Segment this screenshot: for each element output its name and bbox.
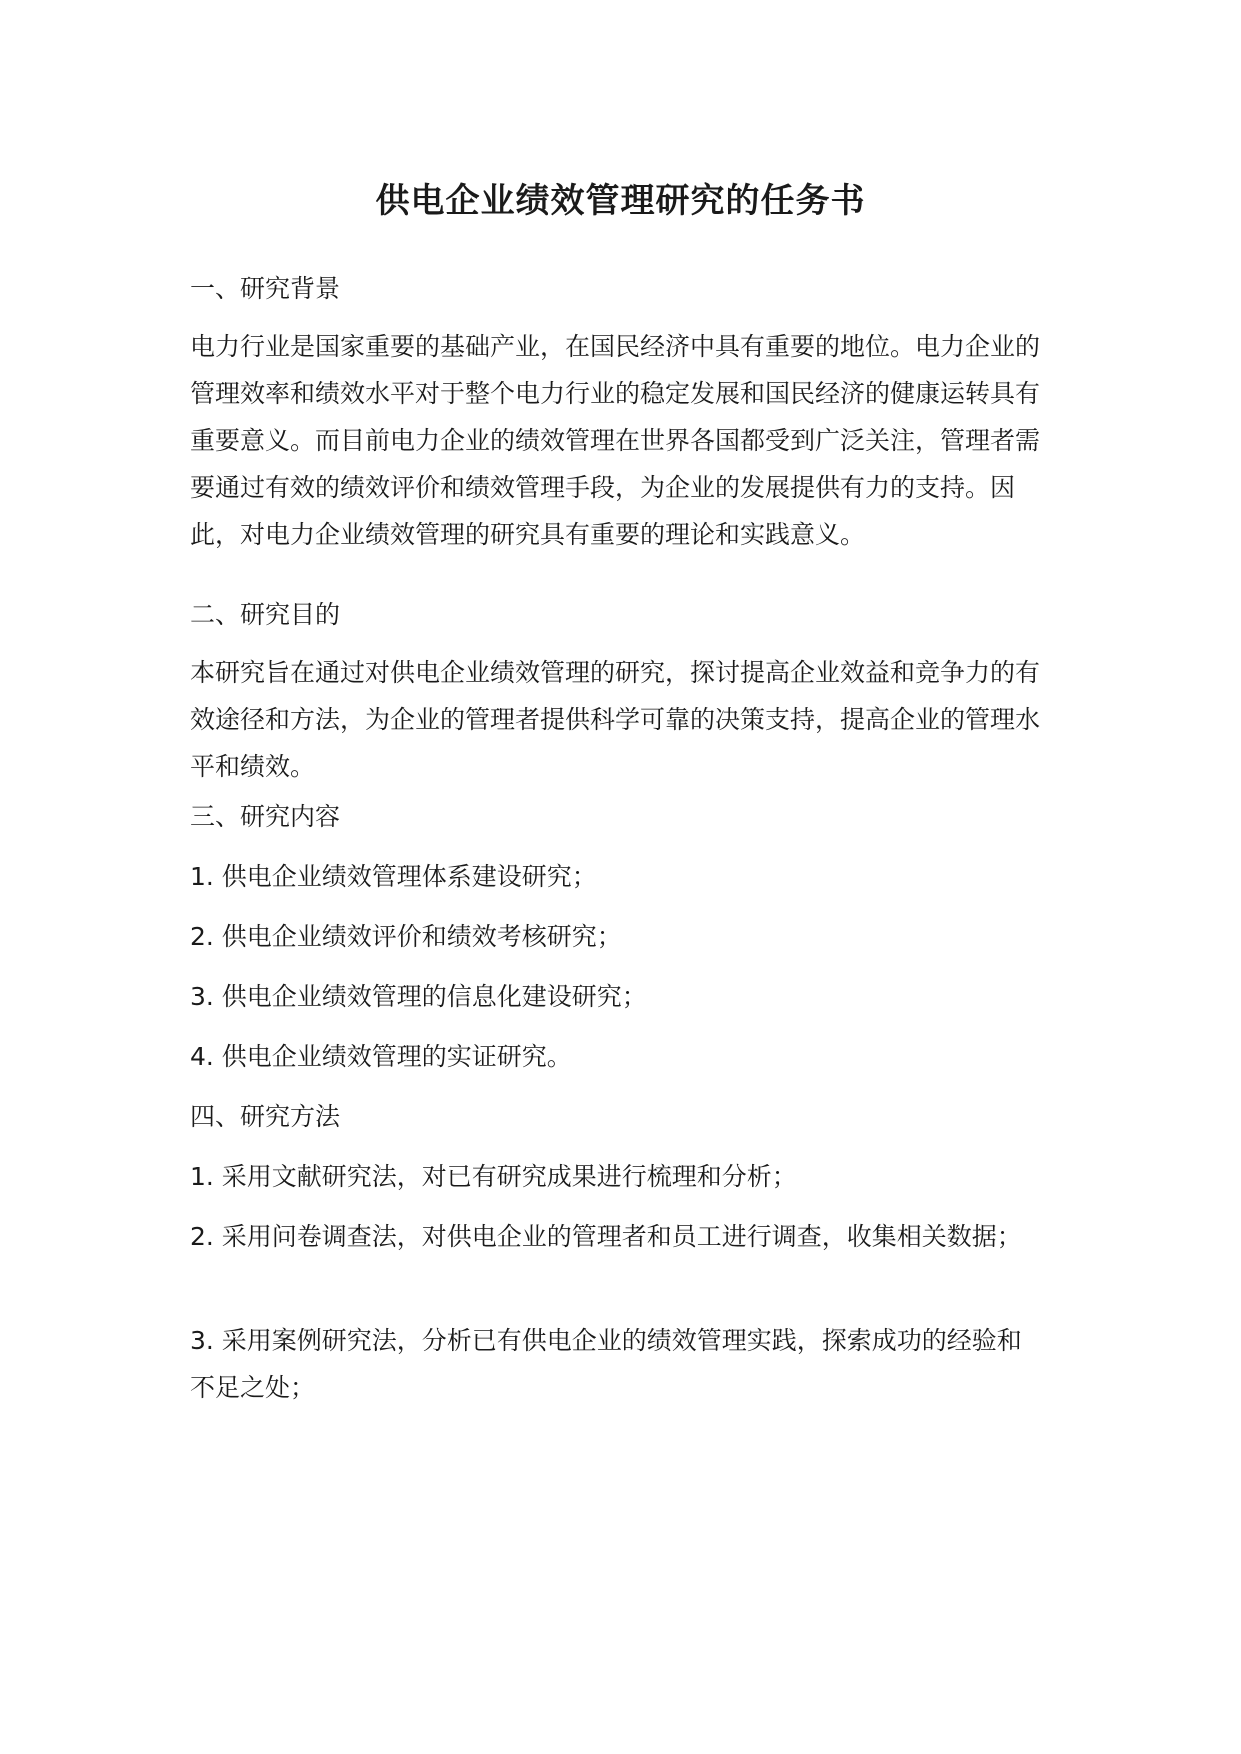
list-item: 3. 采用案例研究法，分析已有供电企业的绩效管理实践，探索成功的经验和不足之处； — [190, 1326, 1022, 1402]
section-heading-content: 三、研究内容 — [190, 802, 341, 831]
list-item: 3. 供电企业绩效管理的信息化建设研究； — [190, 982, 647, 1011]
section-heading-methods: 四、研究方法 — [190, 1102, 341, 1131]
list-item: 2. 采用问卷调查法，对供电企业的管理者和员工进行调查，收集相关数据； — [190, 1222, 1022, 1251]
list-item: 4. 供电企业绩效管理的实证研究。 — [190, 1042, 572, 1071]
list-item: 1. 采用文献研究法，对已有研究成果进行梳理和分析； — [190, 1162, 797, 1191]
document-title: 供电企业绩效管理研究的任务书 — [375, 181, 866, 221]
section-heading-background: 一、研究背景 — [190, 274, 341, 303]
list-item: 2. 供电企业绩效评价和绩效考核研究； — [190, 922, 622, 951]
background-paragraph: 电力行业是国家重要的基础产业，在国民经济中具有重要的地位。电力企业的管理效率和绩效水平对于整个电力行业的稳定发展和国民经济的健康运转具有重要意义。而目前电力企业的绩效管理在世界各国都受到广泛关注，管理者需要通过有效的绩效评价和绩效管理手段，为企业的发展提供有力的支持。因此，对电力企业绩效管理的研究具有重要的理论和实践意义。 — [190, 332, 1041, 549]
section-heading-purpose: 二、研究目的 — [190, 600, 341, 629]
list-item: 1. 供电企业绩效管理体系建设研究； — [190, 862, 597, 891]
purpose-paragraph: 本研究旨在通过对供电企业绩效管理的研究，探讨提高企业效益和竞争力的有效途径和方法，为企业的管理者提供科学可靠的决策支持，提高企业的管理水平和绩效。 — [190, 658, 1041, 781]
